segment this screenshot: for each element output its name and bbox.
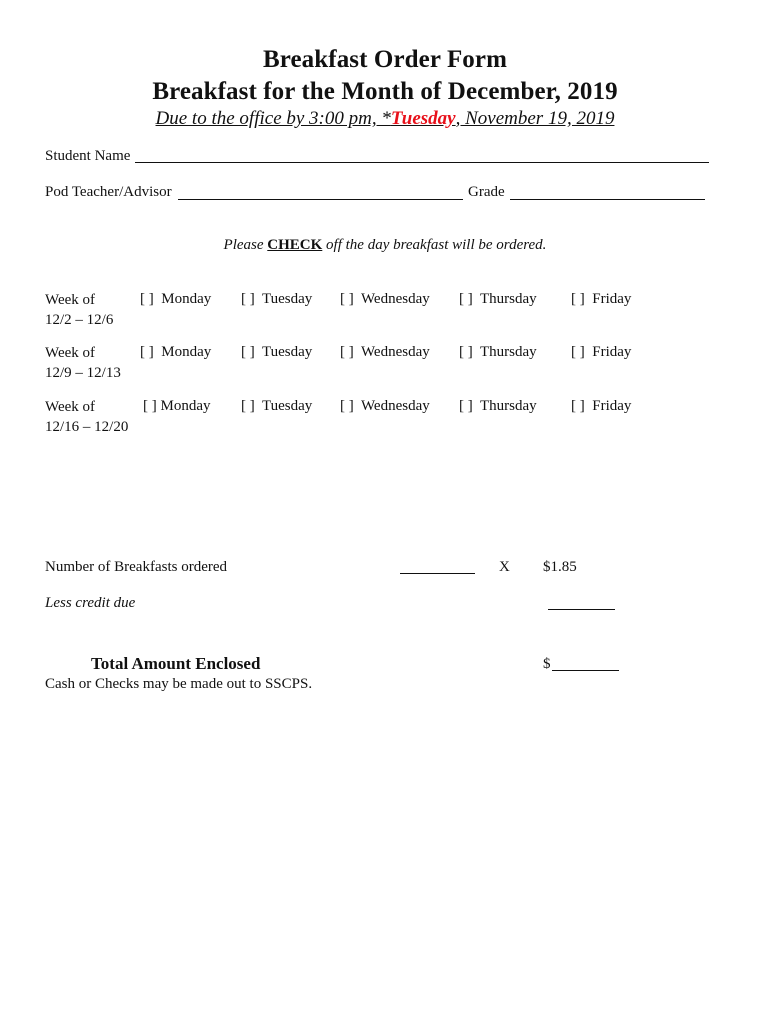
monday-checkbox[interactable]: [ ] Monday (143, 398, 211, 414)
form-title: Breakfast Order Form (262, 46, 508, 73)
week-row (0, 343, 770, 403)
tuesday-checkbox[interactable]: [ ] Tuesday (241, 344, 313, 360)
week-row (0, 397, 770, 457)
dollar-sign: $ (543, 656, 551, 672)
instruction-suffix: off the day breakfast will be ordered. (322, 237, 547, 253)
due-prefix: Due to the office by 3:00 pm, * (155, 108, 391, 129)
student-name-field[interactable] (135, 162, 709, 163)
tuesday-checkbox[interactable]: [ ] Tuesday (241, 398, 313, 414)
wednesday-checkbox[interactable]: [ ] Wednesday (340, 291, 430, 307)
week-row (0, 290, 770, 350)
wednesday-checkbox[interactable]: [ ] Wednesday (340, 398, 430, 414)
week-label (45, 397, 128, 437)
week-date-range: 12/2 – 12/6 (45, 312, 114, 328)
week-label-line1: Week of (45, 345, 96, 361)
monday-checkbox[interactable]: [ ] Monday (140, 344, 212, 360)
checks-note: Cash or Checks may be made out to SSCPS. (45, 676, 313, 692)
student-name-label: Student Name (45, 148, 131, 164)
week-label (45, 290, 113, 330)
pod-teacher-label: Pod Teacher/Advisor (45, 184, 172, 200)
thursday-checkbox[interactable]: [ ] Thursday (459, 344, 537, 360)
friday-checkbox[interactable]: [ ] Friday (571, 398, 632, 414)
monday-checkbox[interactable]: [ ] Monday (140, 291, 212, 307)
week-date-range: 12/9 – 12/13 (45, 365, 121, 381)
friday-checkbox[interactable]: [ ] Friday (571, 291, 632, 307)
multiplier-symbol: X (499, 559, 510, 575)
instruction-prefix: Please (223, 237, 268, 253)
week-label-line1: Week of (45, 292, 96, 308)
grade-field[interactable] (510, 199, 705, 200)
check-instruction (0, 237, 770, 254)
week-date-range: 12/16 – 12/20 (45, 419, 129, 435)
total-amount-label: Total Amount Enclosed (91, 654, 261, 673)
tuesday-checkbox[interactable]: [ ] Tuesday (241, 291, 313, 307)
number-of-breakfasts-field[interactable] (400, 573, 475, 574)
week-label-line1: Week of (45, 399, 96, 415)
due-suffix: , November 19, 2019 (455, 108, 615, 129)
grade-label: Grade (468, 184, 505, 200)
due-day: Tuesday (390, 108, 456, 129)
less-credit-field[interactable] (548, 609, 615, 610)
thursday-checkbox[interactable]: [ ] Thursday (459, 291, 537, 307)
friday-checkbox[interactable]: [ ] Friday (571, 344, 632, 360)
less-credit-label: Less credit due (45, 595, 136, 611)
week-label (45, 343, 121, 383)
number-of-breakfasts-label: Number of Breakfasts ordered (45, 559, 228, 575)
thursday-checkbox[interactable]: [ ] Thursday (459, 398, 537, 414)
unit-price: $1.85 (543, 559, 577, 575)
pod-teacher-field[interactable] (178, 199, 463, 200)
wednesday-checkbox[interactable]: [ ] Wednesday (340, 344, 430, 360)
instruction-emphasis: CHECK (267, 237, 323, 253)
due-date-line (0, 108, 770, 130)
form-subtitle: Breakfast for the Month of December, 2019 (152, 78, 618, 105)
total-amount-field[interactable] (552, 670, 619, 671)
